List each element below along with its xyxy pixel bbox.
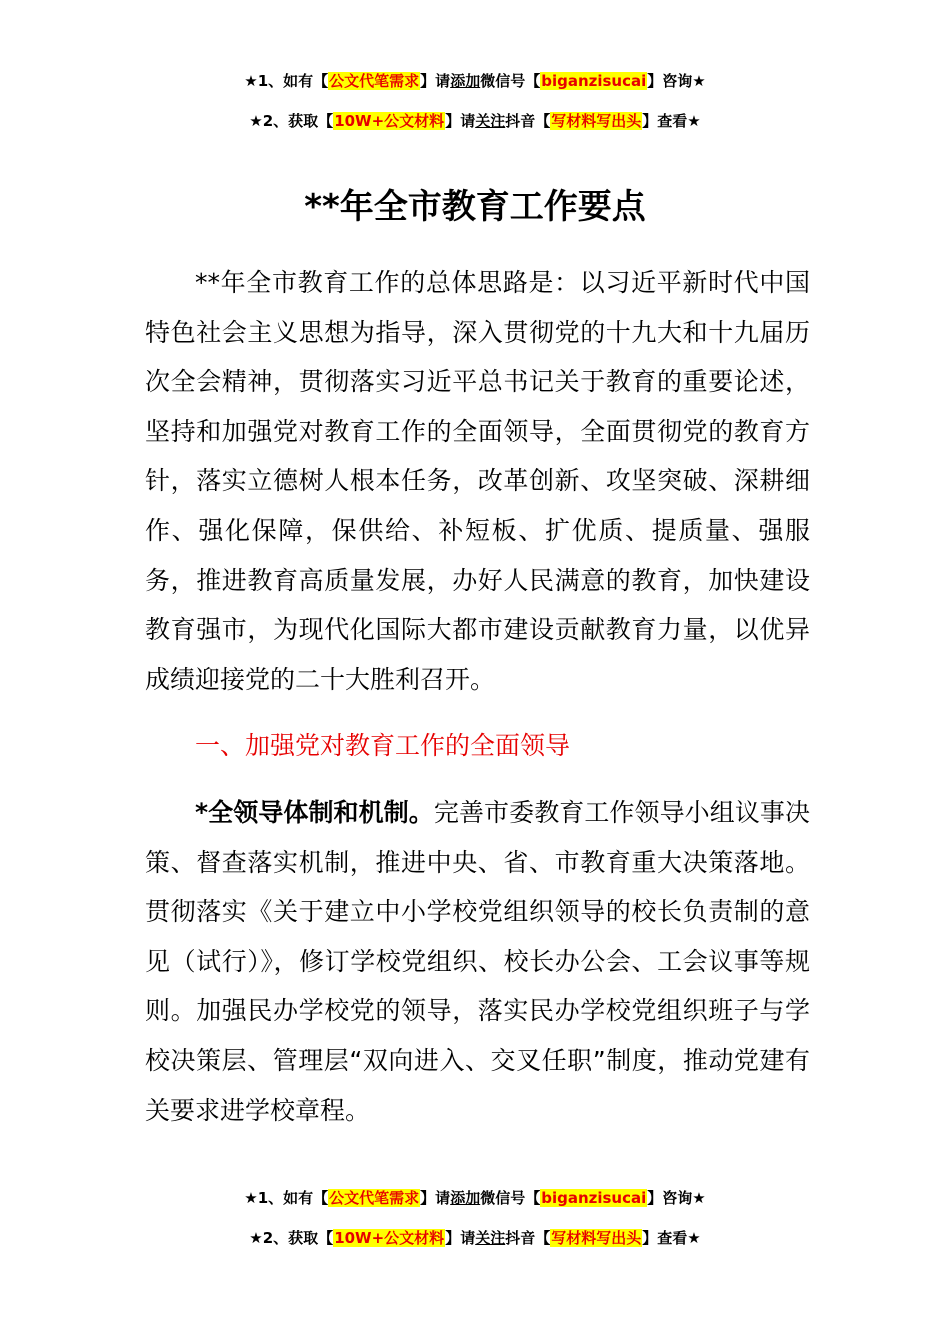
item-lead: *全领导体制和机制。 — [195, 798, 434, 827]
banner-highlight: 写材料写出头 — [551, 112, 642, 130]
intro-block — [145, 258, 810, 704]
top-banner-line-1 — [0, 70, 950, 92]
intro-paragraph: **年全市教育工作的总体思路是：以习近平新时代中国特色社会主义思想为指导，深入贯彻党的十九大和十九届历次全会精神，贯彻落实习近平总书记关于教育的重要论述，坚持和加强党对教育工作的全面领导，全面贯彻党的教育方针，落实立德树人根本任务，改革创新、攻坚突破、深耕细作、强化保障，保供给、补短板、扩优质、提质量、强服务，推进教育高质量发展，办好人民满意的教育，加快建设教育强市，为现代化国际大都市建设贡献教育力量，以优异成绩迎接党的二十大胜利召开。 — [145, 268, 810, 694]
item-paragraph — [145, 788, 810, 1135]
banner-text: 】咨询★ — [647, 1189, 706, 1207]
banner-underline: 添加 — [450, 72, 481, 90]
banner-highlight: 10W+公文材料 — [334, 1229, 445, 1247]
banner-text: 】查看★ — [642, 1229, 701, 1247]
banner-text: 抖音【 — [505, 1229, 551, 1247]
item-body: 完善市委教育工作领导小组议事决策、督查落实机制，推进中央、省、市教育重大决策落地。贯彻落实《关于建立中小学校党组织领导的校长负责制的意见（试行）》，修订学校党组织、校长办公会、工会议事等规则。加强民办学校党的领导，落实民办学校党组织班子与学校决策层、管理层“双向进入、交叉任职”制度，推动党建有关要求进学校章程。 — [145, 798, 810, 1125]
banner-text: 】请 — [445, 112, 476, 130]
banner-highlight: 公文代笔需求 — [329, 72, 420, 90]
banner-underline: 关注 — [475, 1229, 506, 1247]
banner-text: 】查看★ — [642, 112, 701, 130]
banner-text: 微信号【 — [480, 72, 541, 90]
banner-text: ★1、如有【 — [244, 72, 329, 90]
banner-text: ★2、获取【 — [249, 1229, 334, 1247]
banner-highlight: 公文代笔需求 — [329, 1189, 420, 1207]
top-banner-line-2 — [0, 110, 950, 132]
banner-text: 】请 — [420, 72, 451, 90]
banner-text: 】请 — [445, 1229, 476, 1247]
banner-highlight: biganzisucai — [541, 72, 647, 90]
banner-text: 抖音【 — [505, 112, 551, 130]
banner-underline: 添加 — [450, 1189, 481, 1207]
section-heading: 一、加强党对教育工作的全面领导 — [195, 731, 571, 760]
item-block — [145, 788, 810, 1135]
banner-underline: 关注 — [475, 112, 506, 130]
bottom-banner-line-2 — [0, 1227, 950, 1249]
banner-text: ★1、如有【 — [244, 1189, 329, 1207]
banner-text: 微信号【 — [480, 1189, 541, 1207]
banner-text: ★2、获取【 — [249, 112, 334, 130]
banner-text: 】咨询★ — [647, 72, 706, 90]
banner-text: 】请 — [420, 1189, 451, 1207]
document-title: **年全市教育工作要点 — [304, 187, 646, 227]
banner-highlight: 10W+公文材料 — [334, 112, 445, 130]
banner-highlight: 写材料写出头 — [551, 1229, 642, 1247]
banner-highlight: biganzisucai — [541, 1189, 647, 1207]
bottom-banner-line-1 — [0, 1187, 950, 1209]
